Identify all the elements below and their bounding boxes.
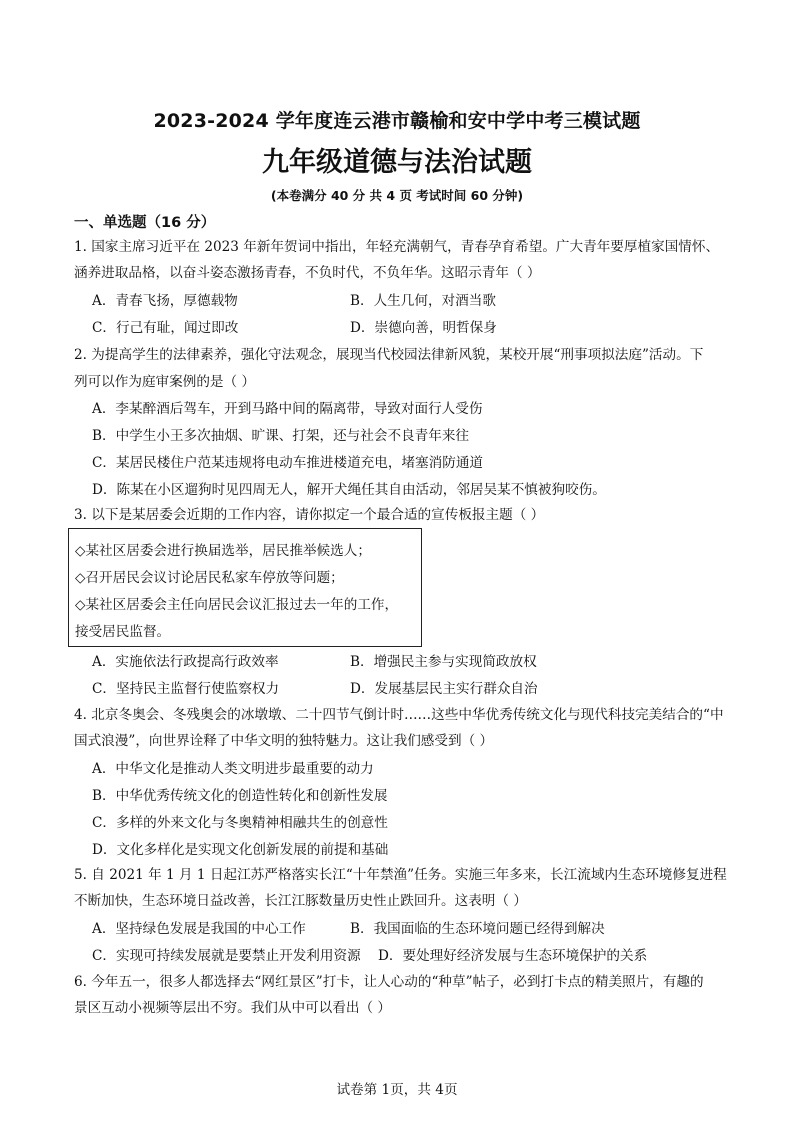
question-2-stem-line-2: 列可以作为庭审案例的是（ ） [74, 374, 256, 390]
question-1-option-c: C．行己有耻，闻过即改 [92, 320, 239, 336]
question-1-option-d: D．崇德向善，明哲保身 [350, 320, 497, 336]
question-3-option-d: D．发展基层民主实行群众自治 [350, 681, 538, 697]
question-1-stem-line-2: 涵养进取品格，以奋斗姿态激扬青春，不负时代，不负年华。这昭示青年（ ） [74, 265, 541, 281]
question-2-option-a: A．李某醉酒后驾车，开到马路中间的隔离带，导致对面行人受伤 [92, 401, 483, 417]
question-5-option-b: B．我国面临的生态环境问题已经得到解决 [350, 921, 605, 937]
question-5-option-d: D．要处理好经济发展与生态环境保护的关系 [378, 948, 648, 964]
question-6-stem-line-2: 景区互动小视频等层出不穷。我们从中可以看出（ ） [74, 1000, 391, 1016]
exam-subject-title: 九年级道德与法治试题 [262, 147, 532, 178]
question-3-option-b: B．增强民主参与实现简政放权 [350, 654, 537, 670]
question-2-option-c: C．某居民楼住户范某违规将电动车推进楼道充电，堵塞消防通道 [92, 455, 484, 471]
question-2-option-b: B．中学生小王多次抽烟、旷课、打架，还与社会不良青年来往 [92, 428, 470, 444]
question-1-option-a: A．青春飞扬，厚德载物 [92, 293, 238, 309]
question-1-stem-line-1: 1. 国家主席习近平在 2023 年新年贺词中指出，年轻充满朝气，青春孕育希望。广大青年要厚植家国情怀、 [74, 239, 720, 255]
question-4-stem-line-1: 4. 北京冬奥会、冬残奥会的冰墩墩、二十四节气倒计时……这些中华优秀传统文化与现代科技完美结合的“中 [74, 707, 724, 723]
question-3-option-c: C．坚持民主监督行使监察权力 [92, 681, 280, 697]
material-line-3: ◇某社区居委会主任向居民会议汇报过去一年的工作， [75, 597, 399, 613]
question-4-stem-line-2: 国式浪漫”，向世界诠释了中华文明的独特魅力。这让我们感受到（ ） [74, 733, 494, 749]
question-6-stem-line-1: 6. 今年五一，很多人都选择去“网红景区”打卡，让人心动的“种草”帖子，必到打卡点的精美照片，有趣的 [74, 974, 704, 990]
question-1-option-b: B．人生几何，对酒当歌 [350, 293, 496, 309]
question-4-option-d: D．文化多样化是实现文化创新发展的前提和基础 [92, 842, 389, 858]
question-5-option-a: A．坚持绿色发展是我国的中心工作 [92, 921, 306, 937]
question-5-option-c: C．实现可持续发展就是要禁止开发利用资源 [92, 948, 361, 964]
material-line-1: ◇某社区居委会进行换届选举，居民推举候选人； [75, 543, 371, 559]
page-footer: 试卷第 1页，共 4页 [336, 1082, 458, 1098]
question-5-stem-line-2: 不断加快，生态环境日益改善，长江江豚数量历史性止跌回升。这表明（ ） [74, 893, 527, 909]
question-4-option-a: A．中华文化是推动人类文明进步最重要的动力 [92, 761, 374, 777]
question-2-stem-line-1: 2. 为提高学生的法律素养，强化守法观念，展现当代校园法律新风貌，某校开展“刑事项拟法庭”活动。下 [74, 347, 704, 363]
section-heading-single-choice: 一、单选题（16 分） [74, 215, 216, 231]
question-3-option-a: A．实施依法行政提高行政效率 [92, 654, 279, 670]
question-3-stem: 3. 以下是某居委会近期的工作内容，请你拟定一个最合适的宣传板报主题（ ） [74, 507, 545, 523]
exam-info-note: (本卷满分 40 分 共 4 页 考试时间 60 分钟) [270, 188, 524, 203]
question-4-option-c: C．多样的外来文化与冬奥精神相融共生的创意性 [92, 815, 388, 831]
question-2-option-d: D．陈某在小区遛狗时见四周无人，解开犬绳任其自由活动，邻居吴某不慎被狗咬伤。 [92, 482, 606, 498]
question-5-stem-line-1: 5. 自 2021 年 1 月 1 日起江苏严格落实长江“十年禁渔”任务。实施三年多来，长江流域内生态环境修复进程 [74, 867, 727, 883]
exam-header-title: 2023-2024 学年度连云港市赣榆和安中学中考三模试题 [153, 110, 641, 132]
material-line-4: 接受居民监督。 [75, 624, 171, 640]
question-3-material-box [68, 528, 422, 647]
material-line-2: ◇召开居民会议讨论居民私家车停放等问题； [75, 570, 344, 586]
question-4-option-b: B．中华优秀传统文化的创造性转化和创新性发展 [92, 788, 388, 804]
